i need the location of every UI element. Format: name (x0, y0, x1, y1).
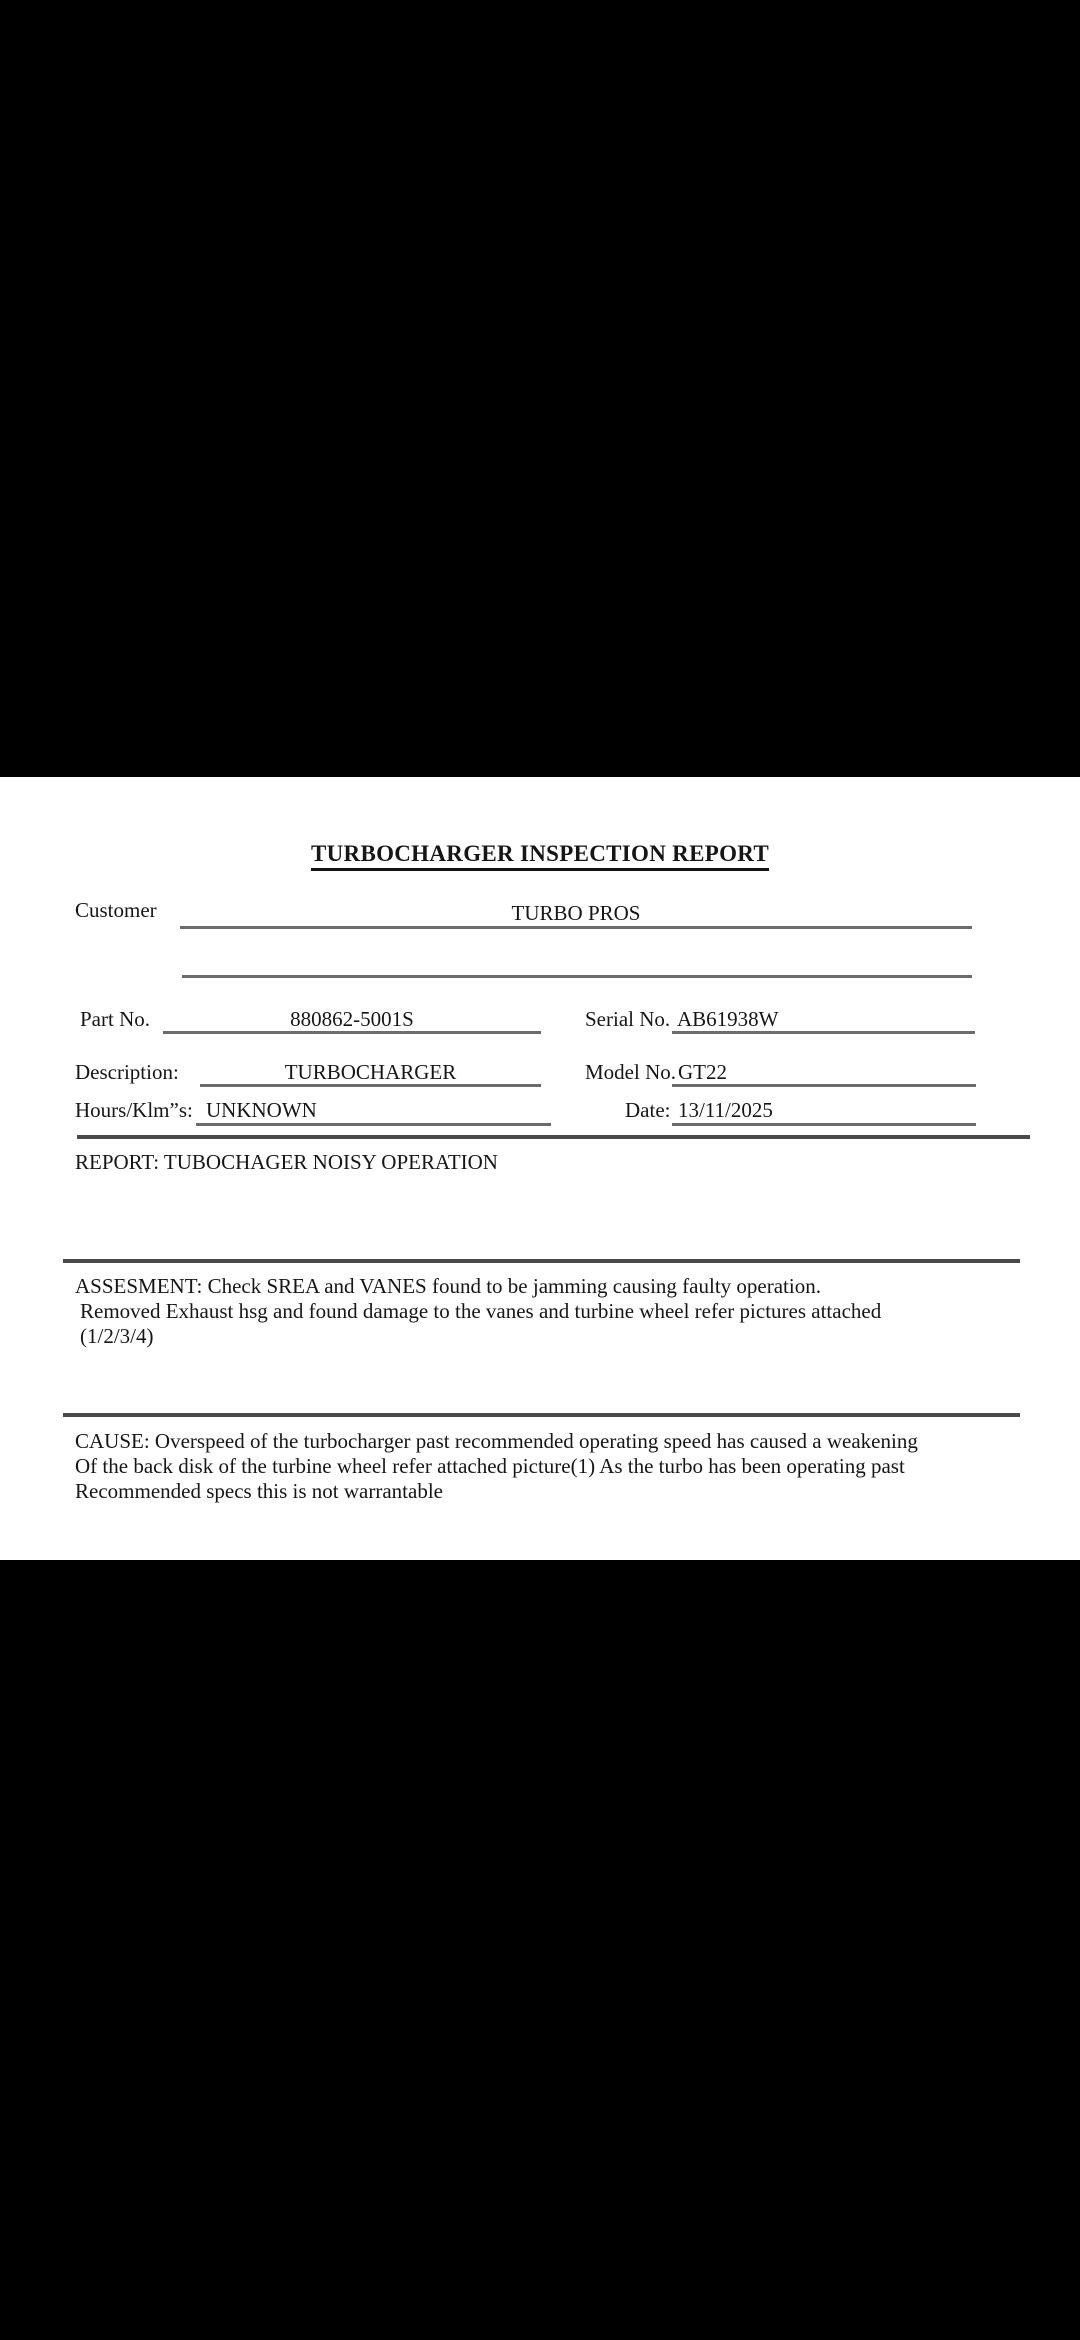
assessment-line-3: (1/2/3/4) (80, 1324, 154, 1348)
part-no-value: 880862-5001S (290, 1007, 414, 1031)
section-divider-3 (63, 1413, 1020, 1417)
assessment-line-1: ASSESMENT: Check SREA and VANES found to be jamming causing faulty operation. (75, 1274, 821, 1298)
serial-no-value: AB61938W (677, 1007, 779, 1031)
report-text: REPORT: TUBOCHAGER NOISY OPERATION (75, 1150, 498, 1174)
part-no-field (163, 1006, 541, 1034)
model-no-field (672, 1059, 976, 1087)
customer-label: Customer (75, 898, 157, 922)
document-page (0, 777, 1080, 1560)
assessment-paragraph (75, 1274, 1015, 1349)
document-title-text: TURBOCHARGER INSPECTION REPORT (311, 841, 769, 871)
cause-line-3: Recommended specs this is not warrantable (75, 1479, 443, 1503)
serial-no-label: Serial No. (585, 1007, 671, 1031)
customer-value-field (180, 900, 972, 929)
cause-line-1: CAUSE: Overspeed of the turbocharger past recommended operating speed has caused a weakening (75, 1429, 918, 1453)
customer-value: TURBO PROS (511, 901, 641, 925)
cause-line-2: Of the back disk of the turbine wheel refer attached picture(1) As the turbo has been operating past (75, 1454, 905, 1478)
model-no-value: GT22 (678, 1060, 727, 1084)
hours-field (196, 1097, 551, 1126)
model-no-label: Model No. (585, 1060, 676, 1084)
part-no-label: Part No. (80, 1007, 150, 1031)
customer-extra-field (182, 949, 972, 978)
description-value: TURBOCHARGER (284, 1060, 457, 1084)
hours-value: UNKNOWN (206, 1098, 317, 1122)
date-field (672, 1097, 976, 1126)
cause-paragraph (75, 1429, 1015, 1504)
serial-no-field (672, 1006, 975, 1034)
document-title (0, 841, 1080, 871)
section-divider-1 (77, 1135, 1030, 1139)
section-divider-2 (63, 1259, 1020, 1263)
description-label: Description: (75, 1060, 179, 1084)
assessment-line-2: Removed Exhaust hsg and found damage to the vanes and turbine wheel refer pictures attached (80, 1299, 882, 1323)
description-field (200, 1059, 541, 1087)
date-label: Date: (625, 1098, 671, 1122)
date-value: 13/11/2025 (678, 1098, 773, 1122)
hours-label: Hours/Klm”s: (75, 1098, 193, 1122)
